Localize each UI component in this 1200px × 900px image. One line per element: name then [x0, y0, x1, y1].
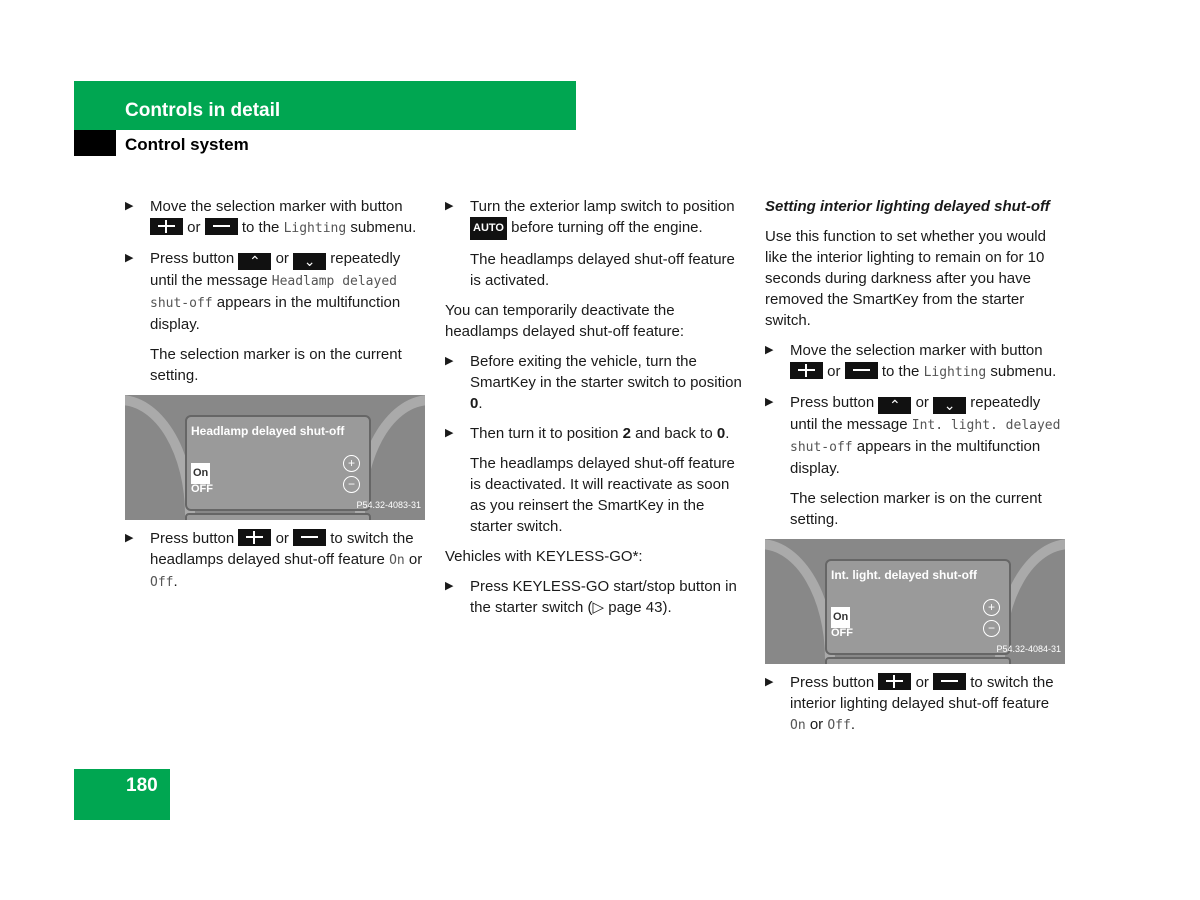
note: The headlamps delayed shut-off feature is deactivated. It will reactivate as soon as you reinsert the SmartKey in the starter switch.	[470, 455, 735, 535]
section-tab	[74, 130, 116, 156]
image-code: P54.32-4083-31	[356, 500, 421, 510]
display-lower-panel	[825, 657, 1011, 664]
image-code: P54.32-4084-31	[996, 644, 1061, 654]
instruction-step: ▶ Move the selection marker with button or to the Lighting submenu.	[125, 198, 417, 236]
auto-position-icon: AUTO	[470, 217, 507, 240]
minus-button-icon	[845, 362, 878, 379]
plus-button-icon	[878, 673, 911, 690]
instruction-step: ▶ Press button ⌃ or ⌄ repeatedly until the message Headlamp delayed shut-off appears in the multifunction display.	[125, 250, 401, 333]
column-3	[765, 196, 1067, 745]
minus-icon: −	[983, 620, 1000, 637]
minus-icon: −	[343, 476, 360, 493]
down-button-icon: ⌄	[933, 397, 966, 414]
section-title: Control system	[125, 135, 249, 154]
note: The selection marker is on the current setting.	[150, 346, 402, 384]
bullet-icon: ▶	[125, 532, 134, 544]
bullet-icon: ▶	[445, 355, 454, 367]
plus-button-icon	[150, 218, 183, 235]
section-heading: Setting interior lighting delayed shut-off	[765, 198, 1050, 215]
bullet-icon: ▶	[445, 427, 454, 439]
multifunction-display-image	[765, 539, 1065, 664]
bullet-icon: ▶	[765, 344, 774, 356]
column-1	[125, 196, 425, 602]
bullet-icon: ▶	[765, 676, 774, 688]
instruction-step: ▶ Press button ⌃ or ⌄ repeatedly until the message Int. light. delayed shut-off appears in the multifunction display.	[765, 394, 1061, 477]
display-title: Headlamp delayed shut-off	[191, 424, 345, 438]
display-option-off: OFF	[191, 483, 213, 495]
page-number: 180	[126, 775, 158, 796]
up-button-icon: ⌃	[878, 397, 911, 414]
paragraph: Vehicles with KEYLESS-GO*:	[445, 548, 643, 565]
minus-button-icon	[933, 673, 966, 690]
bullet-icon: ▶	[445, 200, 454, 212]
instruction-step: ▶ Move the selection marker with button or to the Lighting submenu.	[765, 342, 1057, 380]
instruction-step: ▶ Press button or to switch the interior lighting delayed shut-off feature On or Off.	[765, 674, 1054, 733]
display-option-on: On	[191, 463, 210, 484]
up-button-icon: ⌃	[238, 253, 271, 270]
bullet-icon: ▶	[445, 580, 454, 592]
bullet-icon: ▶	[765, 396, 774, 408]
minus-button-icon	[293, 529, 326, 546]
instruction-step: ▶ Turn the exterior lamp switch to position AUTO before turning off the engine.	[445, 196, 745, 240]
bullet-icon: ▶	[125, 252, 134, 264]
instruction-step: ▶ Then turn it to position 2 and back to 0.	[445, 425, 730, 442]
minus-button-icon	[205, 218, 238, 235]
display-option-on: On	[831, 607, 850, 628]
paragraph: You can temporarily deactivate the headlamps delayed shut-off feature:	[445, 302, 685, 340]
column-2	[445, 196, 745, 627]
note: The headlamps delayed shut-off feature is activated.	[470, 251, 735, 289]
display-lower-panel	[185, 513, 371, 520]
instruction-step: ▶ Press button or to switch the headlamps delayed shut-off feature On or Off.	[125, 530, 423, 590]
plus-button-icon	[238, 529, 271, 546]
plus-icon: +	[983, 599, 1000, 616]
chapter-title: Controls in detail	[125, 100, 281, 121]
paragraph: Use this function to set whether you would like the interior lighting to remain on for 10 seconds during darkness after you have removed the SmartKey from the starter switch.	[765, 228, 1046, 329]
bullet-icon: ▶	[125, 200, 134, 212]
display-title: Int. light. delayed shut-off	[831, 568, 977, 582]
display-option-off: OFF	[831, 627, 853, 639]
multifunction-display-image	[125, 395, 425, 520]
instruction-step: ▶ Before exiting the vehicle, turn the SmartKey in the starter switch to position 0.	[445, 353, 742, 412]
page-reference-text: Press KEYLESS-GO start/stop button in the starter switch (▷ page 43).	[470, 578, 737, 616]
note: The selection marker is on the current setting.	[790, 490, 1042, 528]
down-button-icon: ⌄	[293, 253, 326, 270]
plus-icon: +	[343, 455, 360, 472]
instruction-step	[445, 576, 745, 618]
plus-button-icon	[790, 362, 823, 379]
